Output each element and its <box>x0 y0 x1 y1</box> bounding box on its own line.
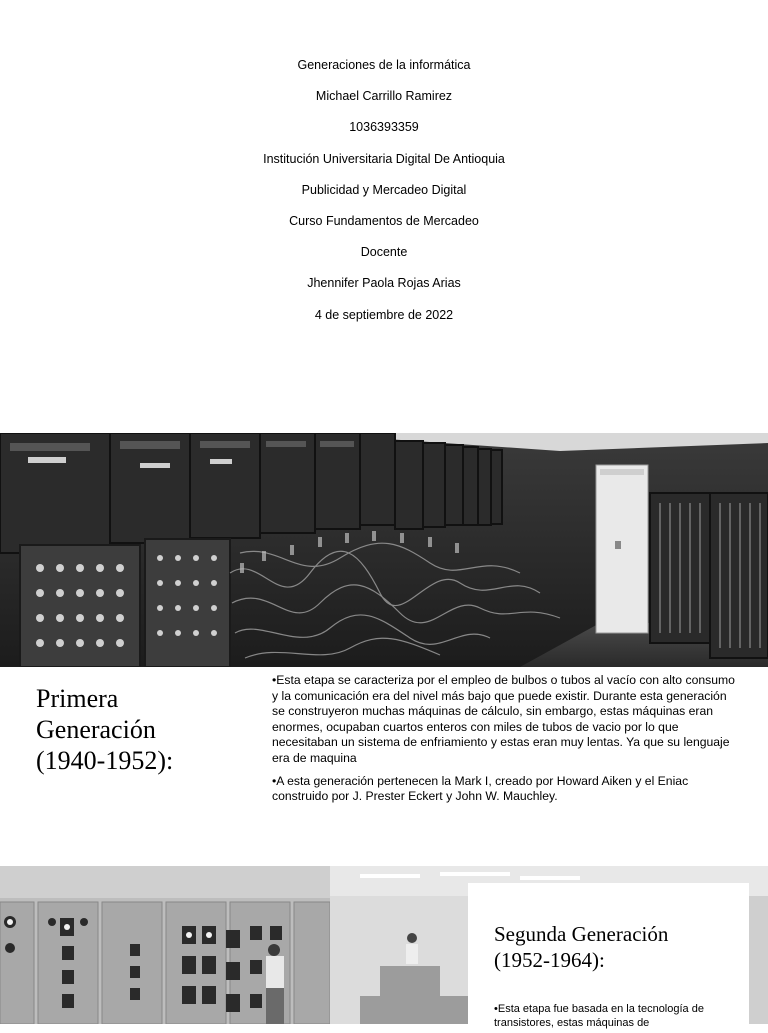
teacher-name: Jhennifer Paola Rojas Arias <box>307 276 461 291</box>
slide3-body: •Esta etapa fue basada en la tecnología de transistores, estas máquinas de <box>494 1003 704 1029</box>
slide2-heading-line-3: (1940-1952): <box>36 746 174 775</box>
slide-primera-generacion <box>0 433 768 823</box>
eniac-photo-illustration <box>0 433 768 667</box>
slide3-heading-line-2: (1952-1964): <box>494 948 605 972</box>
program: Publicidad y Mercadeo Digital <box>301 182 467 197</box>
teacher-label: Docente <box>360 245 408 260</box>
eniac-photo <box>0 433 768 667</box>
title-lines <box>0 50 768 331</box>
slide2-body <box>272 673 742 812</box>
slide3-heading-line-1: Segunda Generación <box>494 922 669 946</box>
slide-segunda-generacion <box>0 866 768 1029</box>
slide2-bullet-1: •Esta etapa se caracteriza por el empleo de bulbos o tubos al vacío con alto consumo y la comunicación era del nivel más bajo que puede existir. Durante esta generación se construyeron muchas máquinas de cálculo, sin embargo, estas máquinas eran enormes, ocupaban cuartos enteros con miles de tubos de vacio por lo que necesitaban un sistema de enfriamiento y estas eran muy lentas. Ya que su lenguaje era de maquina <box>272 673 735 765</box>
document-title: Generaciones de la informática <box>297 58 471 72</box>
slide2-heading-line-1: Primera <box>36 684 119 713</box>
date: 4 de septiembre de 2022 <box>314 307 454 322</box>
slide2-bullet-2: •A esta generación pertenecen la Mark I, creado por Howard Aiken y el Eniac construido por J. Prester Eckert y John W. Mauchley. <box>272 773 689 804</box>
course: Curso Fundamentos de Mercadeo <box>289 213 479 228</box>
institution: Institución Universitaria Digital De Antioquia <box>263 151 505 166</box>
slide3-text-card <box>468 883 749 1033</box>
author-name: Michael Carrillo Ramirez <box>315 89 453 104</box>
slide2-heading-line-2: Generación <box>36 715 156 744</box>
slide2-heading <box>36 683 236 776</box>
slide3-heading <box>494 921 744 973</box>
student-id: 1036393359 <box>349 120 419 135</box>
title-slide <box>0 0 768 390</box>
